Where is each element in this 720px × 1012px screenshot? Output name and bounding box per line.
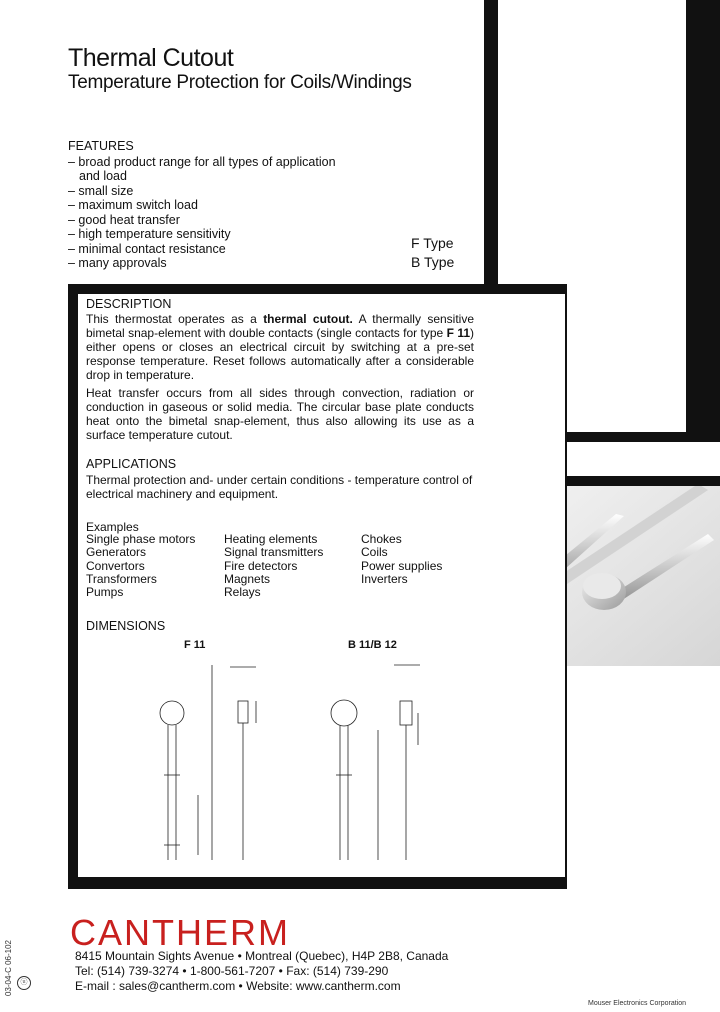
feature-item: – small size xyxy=(68,183,134,198)
dimensions-heading: DIMENSIONS xyxy=(86,619,166,633)
example-item: Chokes xyxy=(361,532,402,546)
phone: Tel: (514) 739-3274 • 1-800-561-7207 • Fax: (514) 739-290 xyxy=(75,964,389,978)
brand-logo: CANTHERM xyxy=(70,912,290,953)
corporate-note: Mouser Electronics Corporation xyxy=(588,1000,687,1007)
f-type-label: F Type xyxy=(411,235,454,251)
page-title: Thermal Cutout xyxy=(68,44,234,72)
example-item: Power supplies xyxy=(361,558,443,573)
example-item: Fire detectors xyxy=(224,558,298,573)
example-item: Generators xyxy=(86,545,147,560)
example-item: Transformers xyxy=(86,571,157,586)
email-website: E-mail : sales@cantherm.com • Website: www.cantherm.com xyxy=(75,979,401,993)
certification-badge-icon: ⓤ xyxy=(17,976,31,990)
side-code: 03-04-C 06-102 xyxy=(4,940,13,997)
features-heading: FEATURES xyxy=(68,139,134,153)
feature-item: and load xyxy=(79,169,127,183)
example-item: Magnets xyxy=(224,571,271,586)
examples-column-1 xyxy=(86,533,195,599)
example-item: Relays xyxy=(224,585,261,600)
description-paragraph-1 xyxy=(86,312,474,382)
desc-bold: F 11 xyxy=(446,326,471,340)
description-paragraph-2: Heat transfer occurs from all sides through convection, radiation or conduction in gaseous or solid media. The circular base plate conducts heat onto the bimetal snap-element, thus also allowing its use as a surface temperature cutout. xyxy=(86,386,474,442)
description-heading: DESCRIPTION xyxy=(86,297,172,311)
example-item: Coils xyxy=(361,545,388,560)
description-text xyxy=(86,312,474,446)
desc-text: ) either opens or closes an electrical circuit by switching at a pre-set response temperature. Reset follows automatically after a considerable drop in temperature. xyxy=(86,326,475,382)
example-item: Single phase motors xyxy=(86,532,196,546)
example-item: Heating elements xyxy=(224,532,318,546)
b11-label: B 11/B 12 xyxy=(348,639,397,651)
page-subtitle: Temperature Protection for Coils/Windings xyxy=(68,72,412,93)
desc-text: A thermally sensitive bimetal snap-element with double contacts (single contacts for type xyxy=(86,312,475,340)
contact-block xyxy=(75,949,448,994)
feature-item: – many approvals xyxy=(68,256,167,270)
applications-text: Thermal protection and- under certain conditions - temperature control of electrical machinery and equipment. xyxy=(86,473,473,501)
examples-column-3 xyxy=(361,533,442,586)
example-item: Signal transmitters xyxy=(224,545,324,560)
applications-heading: APPLICATIONS xyxy=(86,457,177,471)
b11-dimension-drawing xyxy=(318,655,438,870)
address: 8415 Mountain Sights Avenue • Montreal (Quebec), H4P 2B8, Canada xyxy=(75,949,449,963)
feature-item: – maximum switch load xyxy=(68,198,198,212)
feature-item: – high temperature sensitivity xyxy=(68,227,231,241)
features-list xyxy=(68,139,336,271)
example-item: Pumps xyxy=(86,585,124,600)
feature-item: – minimal contact resistance xyxy=(68,241,226,256)
feature-item: – good heat transfer xyxy=(68,212,180,227)
desc-bold: thermal cutout. xyxy=(263,312,353,326)
example-item: Inverters xyxy=(361,571,408,586)
f11-dimension-drawing xyxy=(150,655,270,870)
example-item: Convertors xyxy=(86,558,145,573)
feature-item: – broad product range for all types of application xyxy=(68,154,336,169)
desc-text: This thermostat operates as a xyxy=(86,312,264,326)
b-type-label: B Type xyxy=(411,254,455,270)
f11-label: F 11 xyxy=(184,639,206,651)
examples-heading: Examples xyxy=(86,520,139,534)
examples-column-2 xyxy=(224,533,323,599)
